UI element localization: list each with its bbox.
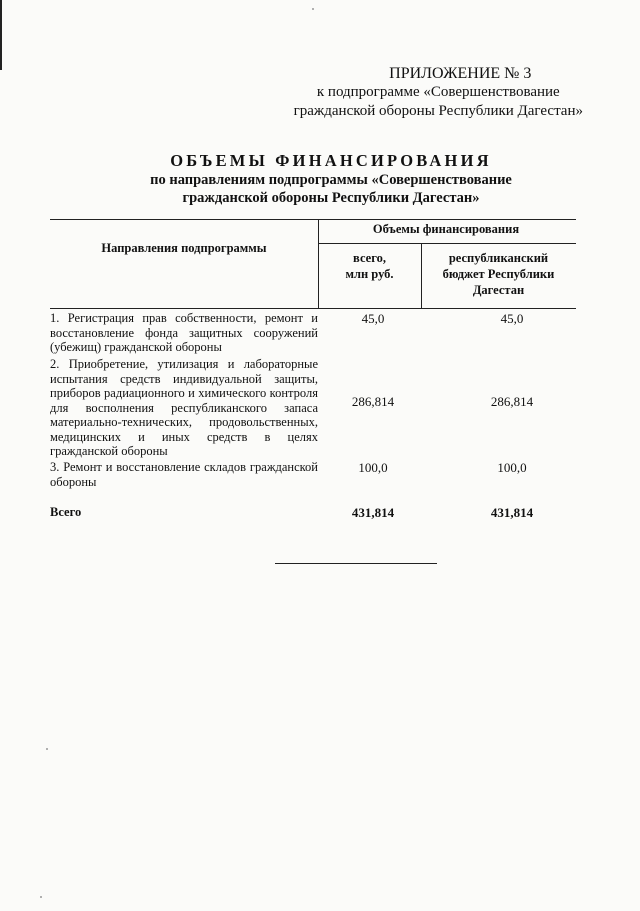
total-republic: 431,814 [490, 505, 534, 520]
appendix-ref-line1: к подпрограмме «Совершенствование [316, 84, 560, 100]
table-top-border [50, 219, 576, 220]
header-volumes: Объемы финансирования [372, 222, 520, 236]
appendix-ref-line2: гражданской обороны Республики Дагестан» [293, 103, 583, 119]
header-directions: Направления подпрограммы [101, 241, 267, 255]
row-total: 45,0 [361, 311, 385, 326]
header-republic-budget: республиканский бюджет Республики Дагестан [442, 251, 555, 297]
row-total: 286,814 [351, 394, 395, 409]
title-main: ОБЪЕМЫ ФИНАНСИРОВАНИЯ [170, 151, 492, 170]
row-direction: 3. Ремонт и восстановление складов гражданской обороны [50, 460, 318, 489]
scan-speck [40, 896, 42, 898]
row-republic: 286,814 [490, 394, 534, 409]
total-label: Всего [50, 505, 82, 519]
financing-table [50, 219, 576, 520]
appendix-number: ПРИЛОЖЕНИЕ № 3 [389, 65, 532, 82]
title-sub-line2: гражданской обороны Республики Дагестан» [182, 190, 480, 206]
total-value: 431,814 [351, 505, 395, 520]
closing-line [275, 563, 437, 564]
scan-edge-mark [0, 0, 2, 70]
document-title [0, 151, 640, 207]
appendix-header [294, 64, 583, 121]
title-sub-line1: по направлениям подпрограммы «Совершенствование [150, 172, 512, 188]
row-republic: 45,0 [500, 311, 524, 326]
row-direction: 1. Регистрация прав собственности, ремонт и восстановление фонда защитных сооружений (убежищ) гражданской обороны [50, 311, 318, 354]
scan-speck [312, 8, 314, 10]
row-direction: 2. Приобретение, утилизация и лабораторные испытания средств индивидуальной защиты, приборов радиационного и химического контроля для восполнения республиканского запаса материально-технических, продовольственных, медицинских и иных средств в целях гражданской обороны [50, 357, 318, 458]
row-total: 100,0 [358, 460, 388, 475]
volumes-divider [318, 243, 576, 244]
row-republic: 100,0 [497, 460, 527, 475]
header-bottom-border [50, 308, 576, 309]
scan-speck [46, 748, 48, 750]
table-header [50, 219, 576, 309]
header-total: всего, млн руб. [345, 251, 394, 281]
